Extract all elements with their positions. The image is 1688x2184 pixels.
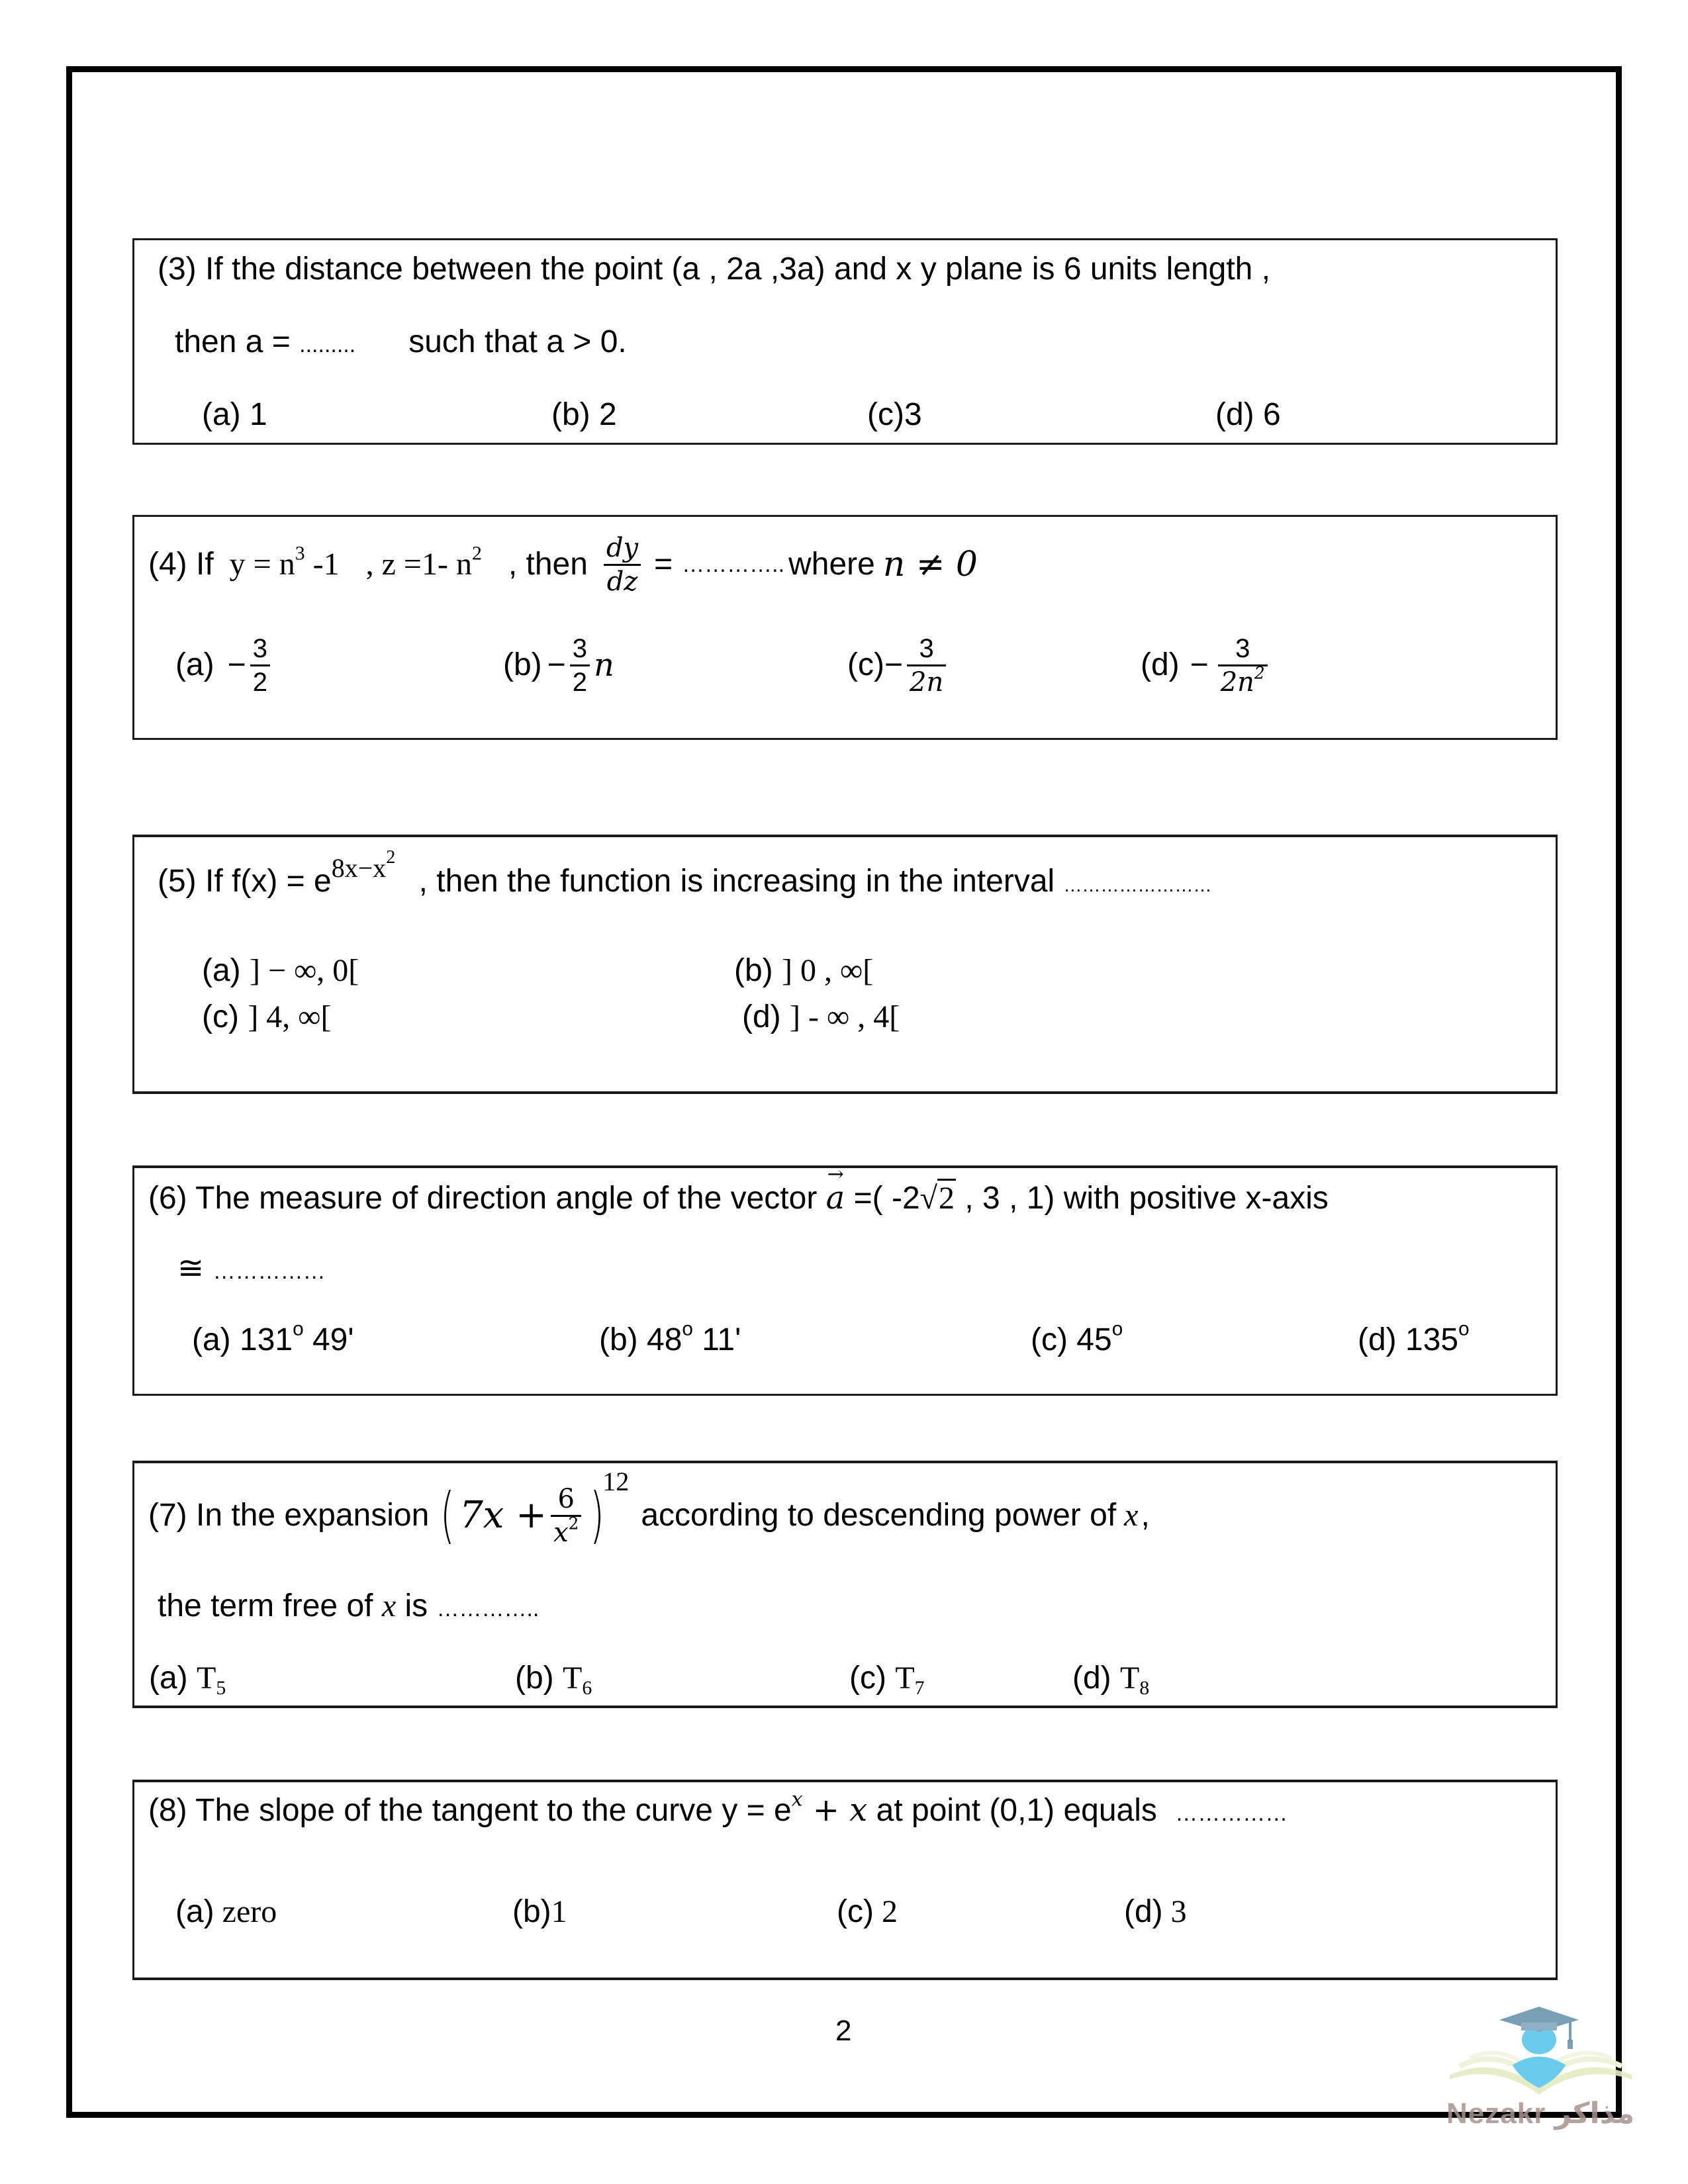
q7-option-d[interactable]: (d) $T_8$ [1072,1661,1150,1699]
question-6-line2 [177,1253,326,1285]
answer-blank: ………….. [682,552,785,577]
z-equation: , z =1- $n^2$ [365,542,482,582]
q7-option-a[interactable]: (a) $T_5$ [149,1661,226,1699]
page-number: 2 [835,2015,852,2047]
q5-option-d[interactable]: (d) ] - ∞ , 4[ [742,999,900,1034]
vector-a: → a [826,1182,845,1214]
question-3-prefix: then a = [175,324,300,359]
q4-option-d[interactable]: (d) − $\frac{3}{2n^2}$ [1141,629,1272,702]
q3-option-c[interactable]: (c)3 [867,397,922,432]
q8-option-b[interactable]: (b)1 [512,1894,567,1929]
question-3-condition: such that a > 0. [408,324,627,359]
q8-option-d[interactable]: (d) 3 [1124,1894,1187,1929]
derivative-fraction: $\frac{dy}{dz}$ [604,535,641,595]
question-3-text-line2 [175,326,627,358]
q4-option-a[interactable]: (a) − $\frac{3}{2}$ [175,629,274,702]
equals-sign: = [654,547,673,582]
q7-option-b[interactable]: (b) $T_6$ [515,1661,592,1699]
q5-option-c[interactable]: (c) ] 4, ∞[ [202,999,332,1034]
q7-option-c[interactable]: (c) $T_7$ [849,1661,925,1699]
condition: n ≠ 0 [882,545,978,584]
logo-text: Nezakr مذاكر [1446,2097,1635,2130]
sqrt-2: √2 [920,1183,956,1214]
q5-option-b[interactable]: (b) ] 0 , ∞[ [734,953,874,988]
answer-blank: …………………… [1063,875,1212,895]
question-7-text: (7) In the expansion ( 7x + $\frac{6}{x^2}$ ) 12 according to descending power of x , [148,1467,1150,1551]
q8-option-a[interactable]: (a) zero [175,1894,277,1929]
question-4-prefix: (4) If [148,547,214,582]
answer-blank: …………… [1175,1801,1288,1826]
nezakr-logo [1443,1992,1642,2138]
approx-equal-symbol: ≅ [177,1251,205,1286]
q4-option-c[interactable]: (c) − $\frac{3}{2n}$ [847,629,950,702]
q6-option-d[interactable]: (d) 135$^o$ [1358,1318,1470,1357]
then-word: , then [508,547,588,582]
q5-option-a[interactable]: (a) ] − ∞, 0[ [202,953,359,988]
where-word: where [788,547,875,582]
question-7-line2: the term free of x is ………….. [158,1588,539,1623]
exponent-12: 12 [602,1467,630,1496]
answer-blank: ......... [299,332,356,357]
answer-blank: …………… [212,1259,326,1284]
answer-blank: ………….. [436,1596,539,1621]
question-4-text [148,532,978,597]
q3-option-b[interactable]: (b) 2 [551,397,617,432]
question-6-text: (6) The measure of direction angle of the vector → a =( -2√2 , 3 , 1) with positive x-axis [148,1182,1329,1214]
q3-option-a[interactable]: (a) 1 [202,397,267,432]
q6-option-a[interactable]: (a) 131$^o$ 49' [192,1318,354,1357]
q6-option-c[interactable]: (c) 45$^o$ [1031,1318,1123,1357]
q4-option-b[interactable]: (b) − $\frac{3}{2}$ n [503,633,614,697]
q8-option-c[interactable]: (c) 2 [837,1894,898,1929]
q3-option-d[interactable]: (d) 6 [1215,397,1281,432]
y-equation: $y = n^3$ -1 [229,542,340,582]
question-5-text: (5) If $f(x) = e^{8x-x^2}$ , then the function is increasing in the interval …………………… [158,847,1212,899]
question-8-text: (8) The slope of the tangent to the curve $y = e^x + x$ at point (0,1) equals …………… [148,1788,1288,1829]
question-3-text-line1: (3) If the distance between the point (a , 2a ,3a) and x y plane is 6 units length , [158,251,1271,287]
q6-option-b[interactable]: (b) 48$^o$ 11' [599,1318,741,1357]
